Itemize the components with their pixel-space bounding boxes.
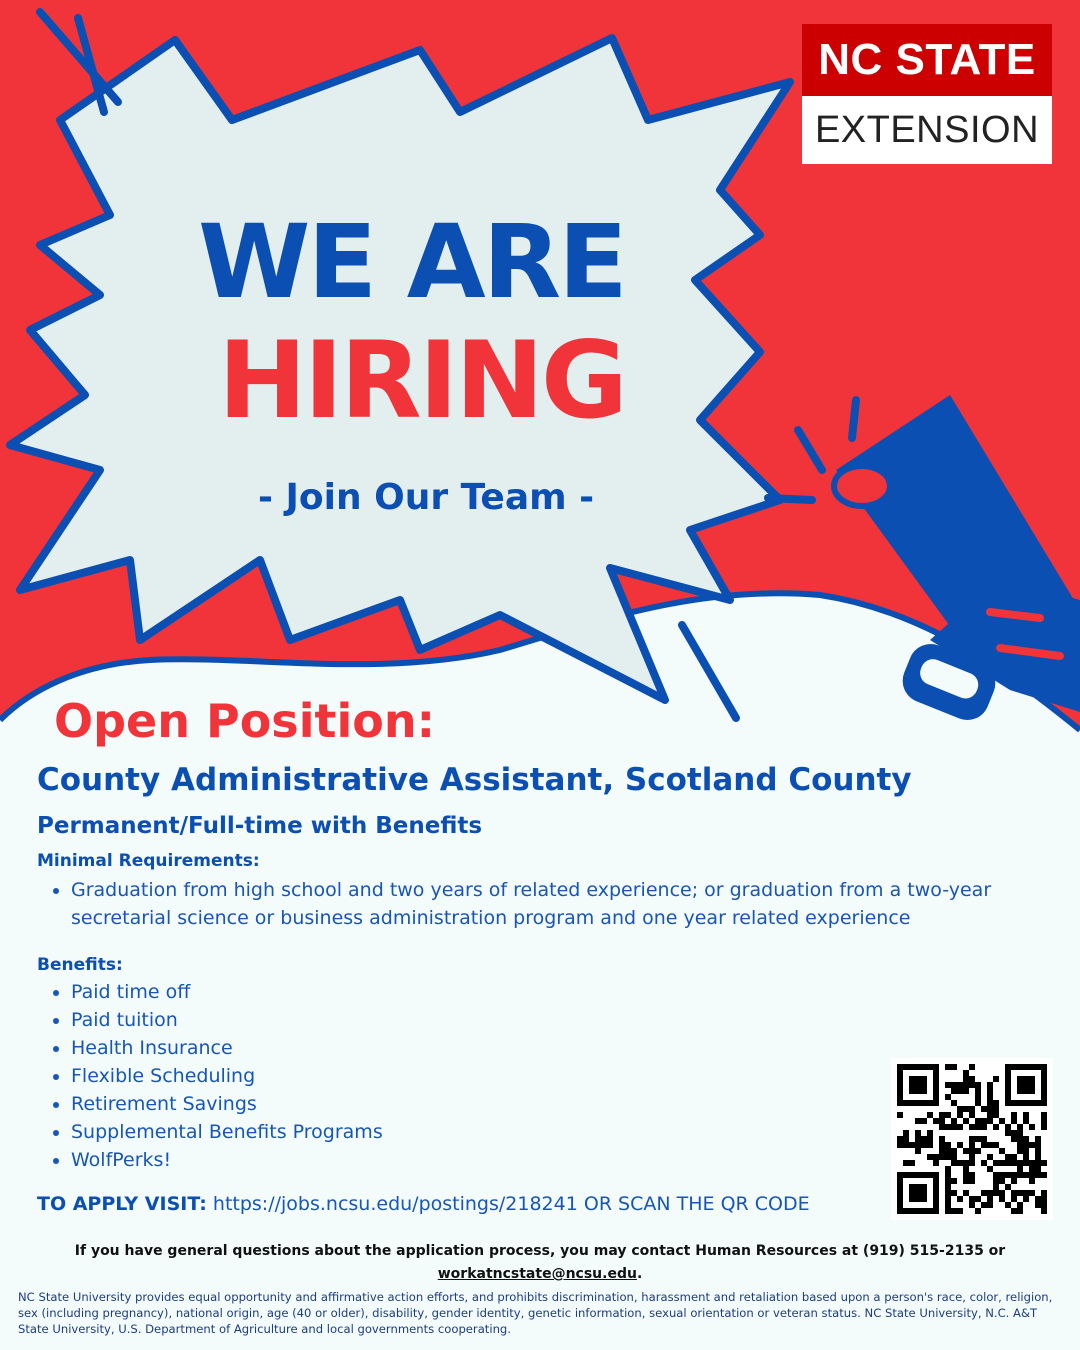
requirements-list <box>40 876 1071 932</box>
headline-hiring: HIRING <box>218 319 625 442</box>
requirement-item: • Graduation from high school and two years of related experience; or graduation from a two-year secretarial science or business administration program and one year related experience <box>71 876 1071 932</box>
benefit-item: • Retirement Savings <box>71 1090 671 1118</box>
benefit-item: • Paid time off <box>71 978 671 1006</box>
contact-note <box>30 1240 1050 1286</box>
equal-opportunity-statement: NC State University provides equal opportunity and affirmative action efforts, and prohibits discrimination, harassment and retaliation based upon a person's race, color, religion, sex (including pregnancy), national origin, age (40 or older), disability, gender identity, genetic information, sexual orientation or veteran status. NC State University, N.C. A&T State University, U.S. Department of Agriculture and local governments cooperating. <box>18 1290 1053 1336</box>
contact-email-link[interactable]: workatncstate@ncsu.edu <box>437 1266 637 1282</box>
open-position-heading: Open Position: <box>54 694 435 748</box>
benefit-item: • WolfPerks! <box>71 1146 671 1174</box>
benefit-item: • Flexible Scheduling <box>71 1062 671 1090</box>
logo-nc-state: NC STATE <box>802 24 1052 96</box>
nc-state-extension-logo <box>802 24 1052 164</box>
apply-url[interactable]: https://jobs.ncsu.edu/postings/218241 OR SCAN THE QR CODE <box>212 1193 810 1215</box>
requirements-heading: Minimal Requirements: <box>37 851 260 871</box>
job-type: Permanent/Full-time with Benefits <box>37 813 483 839</box>
benefits-list <box>40 978 671 1174</box>
benefit-item: • Supplemental Benefits Programs <box>71 1118 671 1146</box>
qr-code-graphic <box>891 1058 1053 1220</box>
contact-end: . <box>636 1266 643 1282</box>
qr-code-icon[interactable] <box>891 1058 1053 1220</box>
headline-we-are: WE ARE <box>198 203 625 322</box>
benefits-heading: Benefits: <box>37 955 123 975</box>
tagline-join-our-team: - Join Our Team - <box>258 477 595 518</box>
contact-text: If you have general questions about the application process, you may contact Human Resources at (919) 515-2135 or <box>74 1243 1006 1259</box>
apply-label: TO APPLY VISIT: <box>37 1193 207 1215</box>
apply-line[interactable] <box>37 1193 810 1215</box>
job-title: County Administrative Assistant, Scotland County <box>37 762 912 798</box>
benefit-item: • Paid tuition <box>71 1006 671 1034</box>
logo-extension: EXTENSION <box>802 96 1052 164</box>
benefit-item: • Health Insurance <box>71 1034 671 1062</box>
